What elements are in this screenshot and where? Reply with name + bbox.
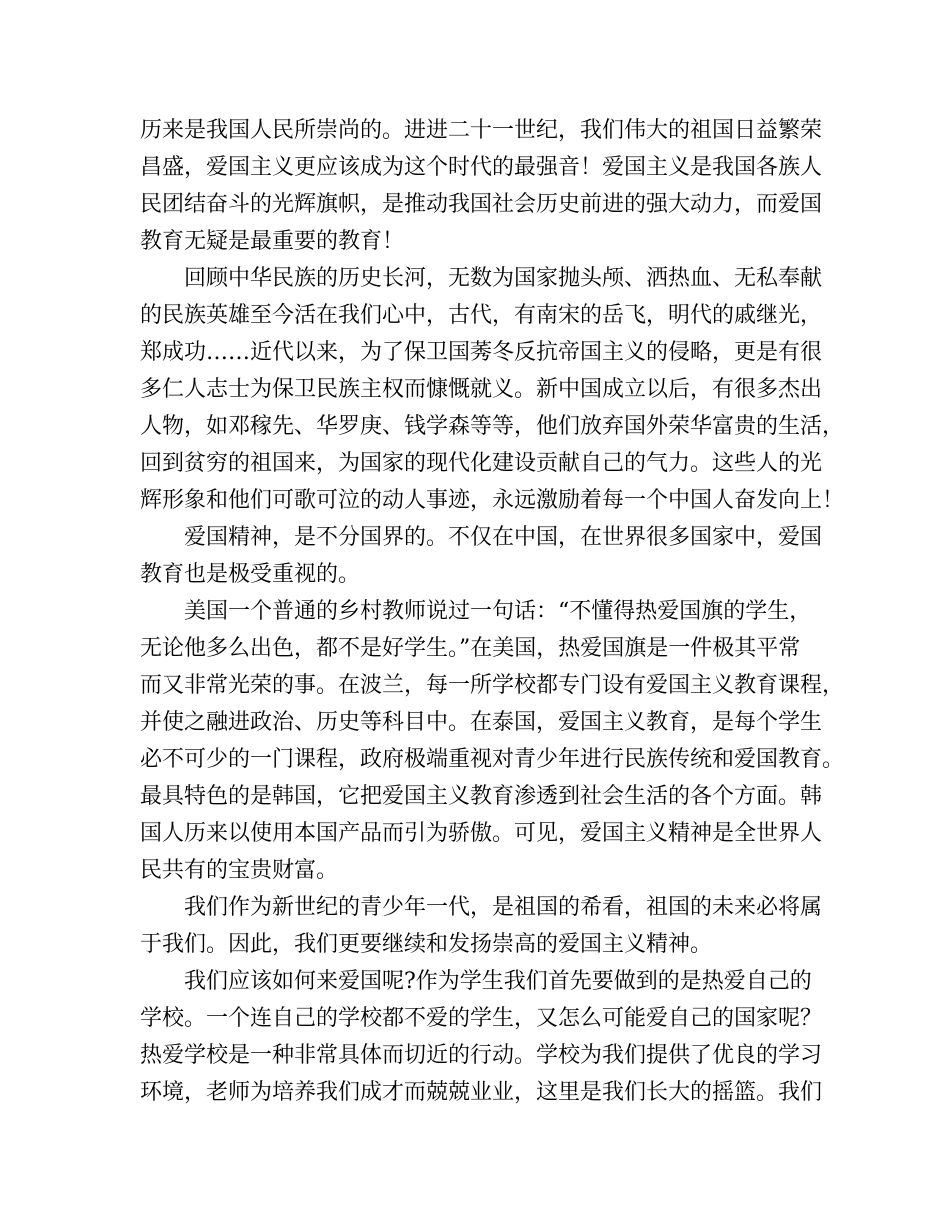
text-line: 的民族英雄至今活在我们心中，古代，有南宋的岳飞，明代的戚继光， xyxy=(140,303,823,328)
text-line: 回到贫穷的祖国来，为国家的现代化建设贡献自己的气力。这些人的光 xyxy=(140,451,823,476)
text-line: 最具特色的是韩国，它把爱国主义教育渗透到社会生活的各个方面。韩 xyxy=(140,784,823,809)
paragraph-first-line: 回顾中华民族的历史长河，无数为国家抛头颅、洒热血、无私奉献 xyxy=(184,266,823,291)
text-line: 无论他多么出色，都不是好学生。”在美国，热爱国旗是一件极其平常 xyxy=(140,636,801,661)
text-line: 民共有的宝贵财富。 xyxy=(140,858,339,883)
text-line: 于我们。因此，我们更要继续和发扬崇高的爱国主义精神。 xyxy=(140,932,713,957)
text-line: 教育也是极受重视的。 xyxy=(140,562,361,587)
text-line: 学校。一个连自己的学校都不爱的学生，又怎么可能爱自己的国家呢？ xyxy=(140,1006,823,1031)
text-line: 而又非常光荣的事。在波兰，每一所学校都专门设有爱国主义教育课程， xyxy=(140,673,845,698)
paragraph-first-line: 爱国精神，是不分国界的。不仅在中国，在世界很多国家中，爱国 xyxy=(184,525,823,550)
text-line: 必不可少的一门课程，政府极端重视对青少年进行民族传统和爱国教育。 xyxy=(140,747,845,772)
paragraph-first-line: 我们作为新世纪的青少年一代，是祖国的希看，祖国的未来必将属 xyxy=(184,895,823,920)
text-line: 教育无疑是最重要的教育！ xyxy=(140,229,405,254)
text-line: 多仁人志士为保卫民族主权而慷慨就义。新中国成立以后，有很多杰出 xyxy=(140,377,823,402)
text-line: 国人历来以使用本国产品而引为骄傲。可见，爱国主义精神是全世界人 xyxy=(140,821,823,846)
text-line: 昌盛，爱国主义更应该成为这个时代的最强音！爱国主义是我国各族人 xyxy=(140,155,823,180)
text-line: 历来是我国人民所崇尚的。进进二十一世纪，我们伟大的祖国日益繁荣 xyxy=(140,118,823,143)
text-line: 环境，老师为培养我们成才而兢兢业业，这里是我们长大的摇篮。我们 xyxy=(140,1080,823,1105)
text-line: 人物，如邓稼先、华罗庚、钱学森等等，他们放弃国外荣华富贵的生活， xyxy=(140,414,845,439)
text-line: 辉形象和他们可歌可泣的动人事迹，永远激励着每一个中国人奋发向上！ xyxy=(140,488,845,513)
text-line: 民团结奋斗的光辉旗帜，是推动我国社会历史前进的强大动力，而爱国 xyxy=(140,192,823,217)
text-line: 并使之融进政治、历史等科目中。在泰国，爱国主义教育，是每个学生 xyxy=(140,710,823,735)
paragraph-first-line: 我们应该如何来爱国呢?作为学生我们首先要做到的是热爱自己的 xyxy=(184,969,812,994)
text-line: 热爱学校是一种非常具体而切近的行动。学校为我们提供了优良的学习 xyxy=(140,1043,823,1068)
paragraph-first-line: 美国一个普通的乡村教师说过一句话：“不懂得热爱国旗的学生， xyxy=(184,599,812,624)
text-line: 郑成功……近代以来，为了保卫国莠冬反抗帝国主义的侵略，更是有很 xyxy=(140,340,823,365)
document-body xyxy=(140,112,845,1111)
